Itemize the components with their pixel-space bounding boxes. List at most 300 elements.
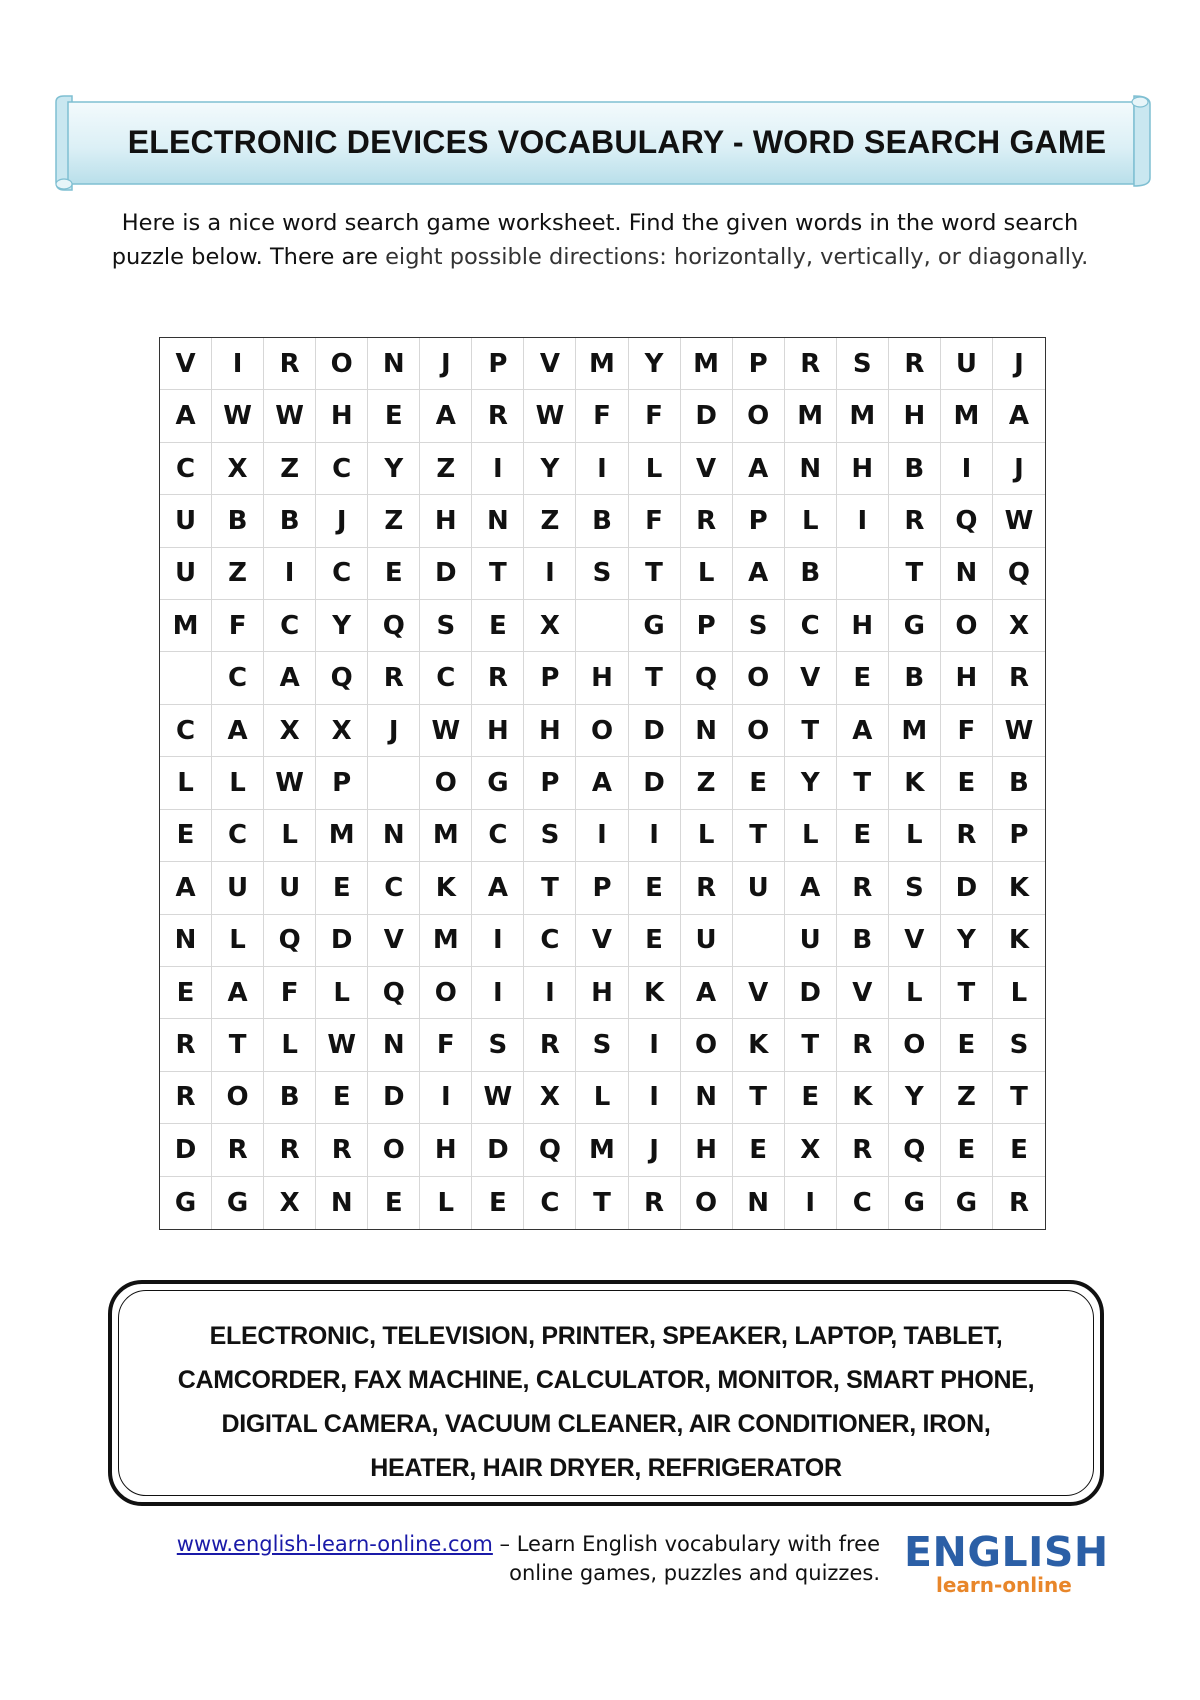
grid-cell[interactable]: T — [212, 1019, 264, 1071]
grid-cell[interactable]: H — [681, 1124, 733, 1176]
grid-cell[interactable]: B — [889, 443, 941, 495]
grid-cell[interactable]: R — [889, 495, 941, 547]
instructions — [48, 206, 1152, 274]
grid-cell[interactable]: L — [420, 1177, 472, 1229]
footer-line-1 — [60, 1530, 880, 1559]
grid-cell[interactable]: S — [576, 548, 628, 600]
grid-cell[interactable]: T — [889, 548, 941, 600]
grid-cell[interactable]: R — [316, 1124, 368, 1176]
grid-cell[interactable]: Z — [941, 1072, 993, 1124]
grid-cell[interactable]: W — [524, 390, 576, 442]
grid-cell[interactable]: A — [160, 390, 212, 442]
grid-cell[interactable]: Y — [524, 443, 576, 495]
grid-cell[interactable]: S — [993, 1019, 1045, 1071]
grid-cell[interactable]: I — [472, 967, 524, 1019]
grid-cell[interactable]: B — [837, 915, 889, 967]
grid-cell[interactable]: F — [576, 390, 628, 442]
grid-cell[interactable]: P — [524, 757, 576, 809]
grid-cell[interactable]: L — [212, 757, 264, 809]
grid-cell[interactable]: A — [837, 705, 889, 757]
grid-cell[interactable]: T — [629, 548, 681, 600]
grid-cell[interactable]: R — [681, 495, 733, 547]
grid-cell[interactable]: E — [160, 810, 212, 862]
grid-cell[interactable]: A — [420, 390, 472, 442]
grid-cell[interactable]: O — [889, 1019, 941, 1071]
grid-cell[interactable]: L — [681, 548, 733, 600]
grid-cell[interactable]: E — [368, 548, 420, 600]
grid-cell[interactable]: R — [941, 810, 993, 862]
grid-cell[interactable]: T — [941, 967, 993, 1019]
grid-cell[interactable]: E — [837, 810, 889, 862]
grid-cell[interactable]: L — [785, 495, 837, 547]
grid-cell[interactable]: Q — [524, 1124, 576, 1176]
grid-cell[interactable]: F — [941, 705, 993, 757]
grid-cell[interactable]: O — [316, 338, 368, 390]
grid-cell[interactable]: H — [941, 652, 993, 704]
grid-cell[interactable]: C — [212, 810, 264, 862]
grid-cell[interactable]: M — [420, 915, 472, 967]
grid-cell[interactable]: M — [837, 390, 889, 442]
grid-cell[interactable]: R — [785, 338, 837, 390]
grid-cell[interactable]: O — [733, 705, 785, 757]
grid-cell[interactable]: E — [472, 1177, 524, 1229]
grid-cell[interactable]: N — [681, 705, 733, 757]
logo-main-text: ENGLISH — [904, 1528, 1109, 1576]
grid-cell[interactable]: Q — [681, 652, 733, 704]
grid-cell[interactable]: T — [472, 548, 524, 600]
grid-cell[interactable]: H — [576, 652, 628, 704]
grid-cell[interactable]: L — [889, 967, 941, 1019]
grid-cell[interactable]: Z — [368, 495, 420, 547]
grid-cell[interactable]: O — [420, 757, 472, 809]
grid-cell[interactable]: E — [629, 915, 681, 967]
grid-cell[interactable]: H — [316, 390, 368, 442]
grid-cell[interactable]: R — [160, 1019, 212, 1071]
grid-cell[interactable]: C — [316, 548, 368, 600]
grid-cell[interactable]: A — [733, 548, 785, 600]
grid-cell[interactable]: F — [420, 1019, 472, 1071]
grid-cell[interactable]: M — [681, 338, 733, 390]
grid-cell[interactable]: F — [212, 600, 264, 652]
grid-cell[interactable]: H — [420, 1124, 472, 1176]
grid-cell[interactable]: A — [472, 862, 524, 914]
grid-cell[interactable]: D — [420, 548, 472, 600]
grid-cell[interactable]: G — [472, 757, 524, 809]
grid-cell[interactable]: P — [681, 600, 733, 652]
grid-cell[interactable]: X — [993, 600, 1045, 652]
grid-cell[interactable]: X — [316, 705, 368, 757]
grid-cell[interactable]: Q — [368, 600, 420, 652]
grid-cell[interactable]: Q — [941, 495, 993, 547]
instructions-line-1: Here is a nice word search game worksheet. Find the given words in the word search — [121, 210, 1079, 236]
grid-cell[interactable]: N — [681, 1072, 733, 1124]
grid-cell[interactable]: B — [576, 495, 628, 547]
grid-cell[interactable]: G — [160, 1177, 212, 1229]
grid-cell[interactable]: C — [524, 915, 576, 967]
grid-cell[interactable]: N — [785, 443, 837, 495]
grid-cell[interactable]: C — [368, 862, 420, 914]
grid-cell[interactable]: B — [264, 1072, 316, 1124]
grid-cell[interactable]: I — [524, 967, 576, 1019]
grid-cell[interactable]: C — [785, 600, 837, 652]
grid-cell[interactable]: R — [264, 1124, 316, 1176]
grid-cell[interactable]: H — [524, 705, 576, 757]
grid-cell[interactable]: I — [629, 810, 681, 862]
grid-cell[interactable]: W — [212, 390, 264, 442]
grid-cell[interactable]: Y — [785, 757, 837, 809]
grid-cell[interactable]: J — [993, 338, 1045, 390]
grid-cell[interactable]: U — [941, 338, 993, 390]
grid-cell[interactable]: G — [941, 1177, 993, 1229]
grid-cell[interactable]: P — [316, 757, 368, 809]
grid-cell[interactable]: N — [368, 810, 420, 862]
grid-cell[interactable]: Y — [368, 443, 420, 495]
grid-cell[interactable]: L — [160, 757, 212, 809]
grid-cell[interactable]: X — [212, 443, 264, 495]
grid-cell[interactable]: N — [733, 1177, 785, 1229]
grid-cell[interactable]: W — [993, 495, 1045, 547]
grid-cell[interactable]: D — [941, 862, 993, 914]
grid-cell[interactable]: H — [889, 390, 941, 442]
grid-cell[interactable]: L — [889, 810, 941, 862]
grid-cell[interactable]: L — [629, 443, 681, 495]
grid-cell[interactable]: E — [472, 600, 524, 652]
grid-cell[interactable]: B — [785, 548, 837, 600]
grid-cell[interactable]: V — [160, 338, 212, 390]
grid-cell[interactable]: E — [629, 862, 681, 914]
grid-cell[interactable]: E — [368, 1177, 420, 1229]
grid-cell[interactable]: B — [993, 757, 1045, 809]
grid-cell[interactable]: M — [576, 1124, 628, 1176]
grid-cell[interactable]: R — [837, 862, 889, 914]
grid-cell[interactable]: N — [160, 915, 212, 967]
grid-cell[interactable]: A — [681, 967, 733, 1019]
grid-cell[interactable]: U — [733, 862, 785, 914]
grid-cell[interactable]: A — [264, 652, 316, 704]
word-list-line: ELECTRONIC, TELEVISION, PRINTER, SPEAKER, LAPTOP, TABLET, — [209, 1322, 1003, 1350]
grid-cell[interactable]: H — [420, 495, 472, 547]
grid-cell[interactable] — [576, 600, 628, 652]
grid-cell[interactable]: Q — [889, 1124, 941, 1176]
grid-cell[interactable]: E — [785, 1072, 837, 1124]
instructions-line-2-end: eight possible directions: horizontally, vertically, or diagonally. — [385, 244, 1089, 270]
grid-cell[interactable]: E — [941, 757, 993, 809]
grid-cell[interactable]: Y — [941, 915, 993, 967]
grid-cell[interactable]: C — [524, 1177, 576, 1229]
grid-cell[interactable]: T — [993, 1072, 1045, 1124]
word-list-line: CAMCORDER, FAX MACHINE, CALCULATOR, MONITOR, SMART PHONE, — [177, 1366, 1035, 1394]
grid-cell[interactable]: O — [681, 1019, 733, 1071]
grid-cell[interactable]: H — [837, 443, 889, 495]
grid-cell[interactable]: G — [212, 1177, 264, 1229]
grid-cell[interactable]: G — [629, 600, 681, 652]
grid-cell[interactable]: K — [993, 915, 1045, 967]
grid-cell[interactable]: U — [160, 495, 212, 547]
grid-cell[interactable]: N — [316, 1177, 368, 1229]
grid-cell[interactable]: L — [264, 1019, 316, 1071]
grid-cell[interactable]: L — [681, 810, 733, 862]
grid-cell[interactable] — [733, 915, 785, 967]
grid-cell[interactable]: Q — [993, 548, 1045, 600]
grid-cell[interactable]: G — [889, 600, 941, 652]
grid-cell[interactable]: X — [785, 1124, 837, 1176]
grid-cell[interactable]: R — [629, 1177, 681, 1229]
grid-cell[interactable]: O — [941, 600, 993, 652]
grid-cell[interactable]: T — [524, 862, 576, 914]
grid-cell[interactable]: O — [576, 705, 628, 757]
grid-cell[interactable]: F — [629, 495, 681, 547]
grid-cell[interactable]: R — [993, 652, 1045, 704]
grid-cell[interactable]: R — [368, 652, 420, 704]
grid-cell[interactable]: W — [993, 705, 1045, 757]
grid-cell[interactable]: L — [212, 915, 264, 967]
grid-cell[interactable]: Q — [316, 652, 368, 704]
grid-cell[interactable]: C — [420, 652, 472, 704]
grid-cell[interactable]: E — [316, 1072, 368, 1124]
grid-cell[interactable]: Z — [420, 443, 472, 495]
grid-cell[interactable]: E — [733, 1124, 785, 1176]
grid-cell[interactable]: A — [212, 705, 264, 757]
grid-cell[interactable]: I — [576, 810, 628, 862]
grid-cell[interactable]: V — [733, 967, 785, 1019]
grid-cell[interactable]: F — [629, 390, 681, 442]
grid-cell[interactable]: W — [264, 757, 316, 809]
grid-cell[interactable]: C — [212, 652, 264, 704]
grid-cell[interactable]: C — [160, 705, 212, 757]
grid-cell[interactable]: Z — [264, 443, 316, 495]
grid-cell[interactable]: I — [785, 1177, 837, 1229]
grid-cell[interactable]: T — [733, 1072, 785, 1124]
grid-cell[interactable]: J — [368, 705, 420, 757]
grid-cell[interactable]: R — [160, 1072, 212, 1124]
grid-cell[interactable]: E — [993, 1124, 1045, 1176]
grid-cell[interactable]: X — [264, 705, 316, 757]
grid-cell[interactable]: W — [264, 390, 316, 442]
grid-cell[interactable]: D — [785, 967, 837, 1019]
grid-cell[interactable]: Q — [264, 915, 316, 967]
grid-cell[interactable]: A — [993, 390, 1045, 442]
grid-cell[interactable]: X — [264, 1177, 316, 1229]
grid-cell[interactable]: N — [368, 1019, 420, 1071]
grid-cell[interactable]: K — [889, 757, 941, 809]
grid-cell[interactable]: R — [837, 1124, 889, 1176]
grid-cell[interactable]: O — [420, 967, 472, 1019]
grid-cell[interactable]: I — [212, 338, 264, 390]
grid-cell[interactable]: E — [316, 862, 368, 914]
grid-cell[interactable]: Y — [629, 338, 681, 390]
grid-cell[interactable]: H — [576, 967, 628, 1019]
grid-cell[interactable]: D — [160, 1124, 212, 1176]
grid-cell[interactable]: D — [472, 1124, 524, 1176]
grid-cell[interactable]: I — [420, 1072, 472, 1124]
grid-cell[interactable]: N — [941, 548, 993, 600]
grid-cell[interactable]: I — [629, 1072, 681, 1124]
word-search-grid[interactable] — [159, 337, 1046, 1230]
grid-cell[interactable]: V — [837, 967, 889, 1019]
grid-cell[interactable]: Z — [681, 757, 733, 809]
grid-cell[interactable]: A — [576, 757, 628, 809]
grid-cell[interactable]: L — [316, 967, 368, 1019]
grid-cell[interactable]: J — [629, 1124, 681, 1176]
grid-cell[interactable]: F — [264, 967, 316, 1019]
grid-cell[interactable]: O — [733, 652, 785, 704]
grid-cell[interactable]: E — [837, 652, 889, 704]
grid-cell[interactable]: K — [837, 1072, 889, 1124]
grid-cell[interactable]: L — [785, 810, 837, 862]
grid-cell[interactable]: N — [368, 338, 420, 390]
grid-cell[interactable]: T — [785, 705, 837, 757]
grid-cell[interactable]: O — [368, 1124, 420, 1176]
grid-cell[interactable]: A — [212, 967, 264, 1019]
grid-cell[interactable]: M — [316, 810, 368, 862]
grid-cell[interactable]: I — [576, 443, 628, 495]
grid-cell[interactable]: M — [785, 390, 837, 442]
grid-cell[interactable]: M — [160, 600, 212, 652]
grid-cell[interactable]: O — [681, 1177, 733, 1229]
grid-cell[interactable]: I — [629, 1019, 681, 1071]
grid-cell[interactable]: M — [576, 338, 628, 390]
grid-cell[interactable]: T — [837, 757, 889, 809]
grid-cell[interactable]: P — [993, 810, 1045, 862]
grid-cell[interactable]: P — [524, 652, 576, 704]
grid-cell[interactable]: I — [472, 915, 524, 967]
grid-cell[interactable]: I — [472, 443, 524, 495]
grid-cell[interactable]: R — [524, 1019, 576, 1071]
grid-cell[interactable]: M — [420, 810, 472, 862]
grid-cell[interactable]: E — [160, 967, 212, 1019]
grid-cell[interactable]: N — [472, 495, 524, 547]
grid-cell[interactable]: K — [733, 1019, 785, 1071]
grid-cell[interactable]: M — [889, 705, 941, 757]
grid-cell[interactable]: R — [889, 338, 941, 390]
grid-cell[interactable]: J — [993, 443, 1045, 495]
grid-cell[interactable]: W — [316, 1019, 368, 1071]
grid-cell[interactable]: E — [941, 1019, 993, 1071]
grid-cell[interactable]: J — [316, 495, 368, 547]
grid-cell[interactable]: C — [472, 810, 524, 862]
grid-cell[interactable]: X — [524, 600, 576, 652]
grid-cell[interactable]: R — [681, 862, 733, 914]
grid-cell[interactable]: C — [837, 1177, 889, 1229]
grid-cell[interactable]: I — [524, 548, 576, 600]
grid-cell[interactable]: R — [472, 652, 524, 704]
grid-cell[interactable]: P — [733, 338, 785, 390]
grid-cell[interactable]: V — [681, 443, 733, 495]
grid-cell[interactable]: R — [472, 390, 524, 442]
grid-cell[interactable]: T — [629, 652, 681, 704]
grid-cell[interactable]: Z — [212, 548, 264, 600]
grid-cell[interactable]: X — [524, 1072, 576, 1124]
grid-cell[interactable]: W — [420, 705, 472, 757]
grid-cell[interactable]: B — [264, 495, 316, 547]
grid-cell[interactable]: S — [472, 1019, 524, 1071]
word-list-line: HEATER, HAIR DRYER, REFRIGERATOR — [370, 1454, 842, 1482]
grid-cell[interactable]: A — [785, 862, 837, 914]
grid-cell[interactable]: D — [316, 915, 368, 967]
instructions-line-2 — [48, 240, 1152, 274]
grid-cell[interactable]: H — [472, 705, 524, 757]
grid-cell[interactable]: T — [576, 1177, 628, 1229]
grid-cell[interactable]: E — [733, 757, 785, 809]
grid-cell[interactable]: I — [264, 548, 316, 600]
grid-cell[interactable]: S — [733, 600, 785, 652]
grid-cell[interactable]: P — [576, 862, 628, 914]
grid-cell[interactable]: L — [264, 810, 316, 862]
website-link[interactable]: www.english-learn-online.com — [176, 1532, 493, 1556]
grid-cell[interactable]: U — [785, 915, 837, 967]
grid-cell[interactable]: K — [420, 862, 472, 914]
grid-cell[interactable]: Y — [316, 600, 368, 652]
grid-cell[interactable]: S — [420, 600, 472, 652]
grid-cell[interactable]: U — [160, 548, 212, 600]
grid-cell[interactable]: O — [733, 390, 785, 442]
grid-cell[interactable]: S — [576, 1019, 628, 1071]
grid-cell[interactable]: Y — [889, 1072, 941, 1124]
grid-cell[interactable]: C — [160, 443, 212, 495]
grid-cell[interactable]: L — [576, 1072, 628, 1124]
grid-cell[interactable]: O — [212, 1072, 264, 1124]
grid-cell[interactable]: I — [837, 495, 889, 547]
grid-cell[interactable]: J — [420, 338, 472, 390]
grid-cell[interactable]: D — [368, 1072, 420, 1124]
grid-cell[interactable]: E — [941, 1124, 993, 1176]
grid-cell[interactable]: K — [993, 862, 1045, 914]
grid-cell[interactable]: E — [368, 390, 420, 442]
grid-cell[interactable]: C — [264, 600, 316, 652]
grid-cell[interactable]: G — [889, 1177, 941, 1229]
grid-cell[interactable]: P — [733, 495, 785, 547]
grid-cell[interactable]: R — [837, 1019, 889, 1071]
grid-cell[interactable]: V — [889, 915, 941, 967]
grid-cell[interactable]: C — [316, 443, 368, 495]
grid-cell[interactable]: I — [941, 443, 993, 495]
grid-cell[interactable]: K — [629, 967, 681, 1019]
grid-cell[interactable]: P — [472, 338, 524, 390]
grid-cell[interactable]: D — [629, 757, 681, 809]
grid-cell[interactable]: S — [524, 810, 576, 862]
grid-cell[interactable]: Q — [368, 967, 420, 1019]
grid-cell[interactable]: V — [524, 338, 576, 390]
grid-cell[interactable]: B — [212, 495, 264, 547]
grid-cell[interactable]: T — [733, 810, 785, 862]
grid-cell[interactable] — [160, 652, 212, 704]
grid-cell[interactable]: Z — [524, 495, 576, 547]
grid-cell[interactable]: W — [472, 1072, 524, 1124]
grid-cell[interactable]: D — [629, 705, 681, 757]
grid-cell[interactable]: M — [941, 390, 993, 442]
grid-cell[interactable]: U — [681, 915, 733, 967]
grid-cell[interactable]: A — [733, 443, 785, 495]
grid-cell[interactable]: D — [681, 390, 733, 442]
grid-cell[interactable] — [368, 757, 420, 809]
grid-cell[interactable]: R — [264, 338, 316, 390]
grid-cell[interactable]: V — [368, 915, 420, 967]
grid-cell[interactable]: S — [889, 862, 941, 914]
grid-cell[interactable]: U — [212, 862, 264, 914]
grid-cell[interactable]: V — [576, 915, 628, 967]
grid-cell[interactable]: T — [785, 1019, 837, 1071]
grid-cell[interactable]: R — [212, 1124, 264, 1176]
grid-cell[interactable]: B — [889, 652, 941, 704]
grid-cell[interactable]: S — [837, 338, 889, 390]
grid-cell[interactable]: H — [837, 600, 889, 652]
grid-cell[interactable]: A — [160, 862, 212, 914]
grid-cell[interactable]: L — [993, 967, 1045, 1019]
grid-cell[interactable]: R — [1008, 1187, 1029, 1218]
grid-cell[interactable]: U — [264, 862, 316, 914]
grid-cell[interactable] — [837, 548, 889, 600]
grid-cell[interactable]: V — [785, 652, 837, 704]
